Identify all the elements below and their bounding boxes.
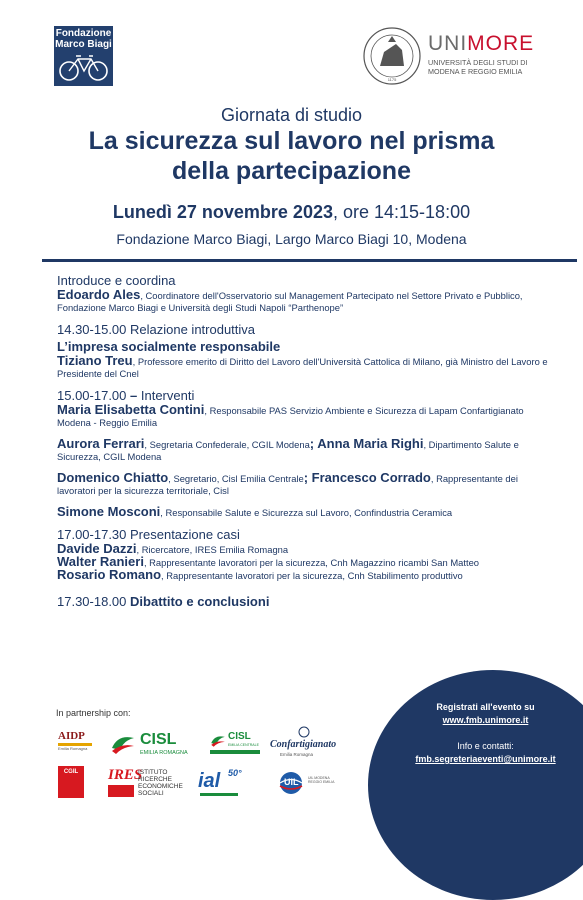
speaker-role: , Dipartimento Salute e Sicurezza, CGIL Modena [57,439,519,462]
cisl-emilia-centrale-logo [210,728,265,760]
unimore-sub-line1: UNIVERSITÀ DEGLI STUDI DI [428,58,528,67]
speaker-name: Simone Mosconi [57,504,161,519]
event-dateline [0,202,583,223]
ires-line1: ISTITUTO [138,769,168,776]
partners-label: In partnership con: [56,708,131,718]
uil-text: UIL [284,777,299,787]
event-venue: Fondazione Marco Biagi, Largo Marco Biagi 10, Modena [116,231,467,247]
intro-label: Introduce e coordina [57,273,176,288]
session2-title: Interventi [140,388,195,403]
speaker-role: , Rappresentante lavoratori per la sicurezza, Cnh Magazzino ricambi San Matteo [143,557,479,568]
confartigianato-logo [270,726,340,762]
ires-text: IRES [108,767,143,783]
unimore-name [428,32,534,56]
cisl2-text: CISL [228,731,251,742]
speaker-name: Walter Ranieri [57,554,144,569]
program [57,273,557,610]
speaker-name: Tiziano Treu [57,353,133,368]
unimore-sub-line2: MODENA E REGGIO EMILIA [428,67,523,76]
confartigianato-text: Confartigianato [270,739,337,750]
confartigianato-sub: Emilia Romagna [280,752,314,757]
uil-sub: UIL MODENA REGGIO EMILIA [308,776,335,784]
session1-entry [57,355,557,380]
session2-entry-1 [57,404,557,429]
speaker-name: Francesco Corrado [311,470,431,485]
info-label: Info e contatti: [457,741,514,751]
info-email-link[interactable] [408,753,563,765]
session2-entry-2 [57,438,557,463]
unimore-subtitle [428,58,548,76]
speaker-name: Davide Dazzi [57,541,137,556]
speaker-name: Anna Maria Righi [317,436,424,451]
session2-entry-3 [57,472,557,497]
speaker-name: Domenico Chiatto [57,470,169,485]
cisl-wave-icon [110,730,136,756]
speaker-role: , Professore emerito di Diritto del Lavoro dell'Università Cattolica di Milano, già Ministro del Lavoro e Presidente del Cnel [57,356,548,379]
speaker-role: , Rappresentante lavoratori per la sicurezza, Cnh Stabilimento produttivo [161,570,463,581]
event-title-line1: La sicurezza sul lavoro nel prisma [88,127,495,155]
speaker-name: Maria Elisabetta Contini [57,402,205,417]
speaker-role: , Coordinatore dell'Osservatorio sul Management Partecipato nel Settore Privato e Pubblico, Fondazione Marco Biagi e Università degli Studi Napoli “Parthenope” [57,290,523,313]
ial-number: 50° [228,768,242,778]
register-text: Registrati all'evento su [436,702,535,712]
ires-line3: ECONOMICHE [138,783,183,790]
event-time: , ore 14:15-18:00 [332,202,471,222]
speaker-role: , Ricercatore, IRES Emilia Romagna [136,544,289,555]
session2-entry-4 [57,506,557,519]
speaker-role: , Rappresentante dei lavoratori per la sicurezza territoriale, Cisl [57,473,518,496]
session4-time: 17.30-18.00 [57,594,127,609]
cisl-emilia-romagna-logo [110,728,195,760]
aidp-text: AIDP [58,730,85,742]
unimore-seal-icon [362,26,422,86]
separator: ; [303,470,312,485]
event-kicker: Giornata di studio [220,105,363,125]
divider [42,259,577,262]
unimore-name-uni: UNI [428,32,468,55]
unimore-name-more: MORE [467,32,535,55]
fondazione-marco-biagi-logo [54,26,113,86]
seal-year: 1175 [387,77,397,82]
cgil-text: CGIL [63,769,79,775]
speaker-role: , Segretaria Confederale, CGIL Modena [144,439,310,450]
ires-bar [108,785,134,797]
cisl-wave-icon [210,732,226,748]
confartigianato-emblem-icon [298,726,310,738]
bicycle-icon [58,52,109,82]
session3-label: 17.00-17.30 Presentazione casi [57,527,240,542]
speaker-role: , Responsabile Salute e Sicurezza sul Lavoro, Confindustria Ceramica [160,507,453,518]
cgil-logo [58,766,84,798]
session3-entry-3 [57,569,557,582]
ial-bar [200,793,238,796]
fmb-logo-line2: Marco Biagi [55,39,112,50]
ires-line2: RICERCHE [138,776,172,783]
aidp-sub: Emilia Romagna [58,746,88,751]
cisl1-text: CISL [140,731,177,748]
event-date: Lunedì 27 novembre 2023 [112,202,333,222]
event-title-line2: della partecipazione [172,157,411,185]
speaker-role: , Segretario, Cisl Emilia Centrale [168,473,304,484]
info-email[interactable]: fmb.segreteriaeventi@unimore.it [415,754,556,764]
ial-logo [198,768,258,798]
session4-label [57,594,557,610]
session1-label: 14.30-15.00 Relazione introduttiva [57,322,256,337]
separator: ; [309,436,318,451]
event-title [0,126,583,186]
speaker-name: Aurora Ferrari [57,436,145,451]
register-link[interactable] [408,714,563,726]
aidp-logo [58,730,98,758]
ires-logo [108,767,183,799]
speaker-name: Rosario Romano [57,567,162,582]
fmb-logo-line1: Fondazione [55,28,112,39]
cisl2-sub: EMILIA CENTRALE [228,743,259,747]
ial-text: ial [198,770,221,792]
speaker-name: Edoardo Ales [57,287,141,302]
cisl2-bar [210,750,260,754]
cisl1-sub: EMILIA ROMAGNA [140,750,188,756]
session4-title: Dibattito e conclusioni [130,594,270,609]
ires-fullname [138,769,183,797]
session2-time: 15.00-17.00 [57,388,127,403]
session2-dash: – [126,388,141,403]
session1-title: L’impresa socialmente responsabile [57,339,281,354]
register-url[interactable]: www.fmb.unimore.it [442,715,529,725]
speaker-role: , Responsabile PAS Servizio Ambiente e Sicurezza di Lapam Confartigianato Modena - Reggio Emilia [57,405,524,428]
intro-entry [57,289,557,314]
register-label [408,701,563,713]
ires-line4: SOCIALI [138,790,164,797]
uil-logo [276,768,344,798]
contact-circle [368,670,583,900]
